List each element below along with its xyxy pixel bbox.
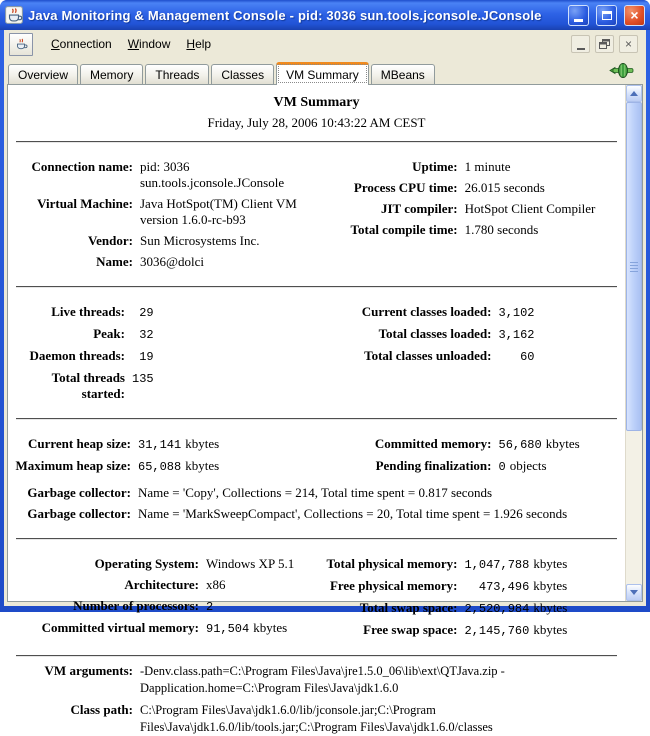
section-paths [14, 663, 619, 736]
field-free-physical-memory: Free physical memory: 473,496 kbytes [329, 578, 568, 594]
restore-icon [599, 39, 610, 50]
section-divider [16, 141, 617, 143]
minimize-button[interactable] [568, 5, 589, 26]
mdi-minimize-button[interactable] [571, 35, 590, 53]
window-body [4, 30, 646, 734]
section-memory [14, 426, 619, 480]
field-total-threads-started: Total threads started: 135 [51, 370, 154, 401]
section-divider [16, 418, 617, 420]
field-virtual-machine: Virtual Machine: Java HotSpot(TM) Client VM version 1.6.0-rc-b93 [37, 196, 297, 227]
field-free-swap-space: Free swap space: 2,145,760 kbytes [363, 622, 568, 638]
menu-help[interactable]: Help [186, 37, 212, 51]
java-cup-icon [14, 37, 28, 51]
field-jit-compiler: JIT compiler: HotSpot Client Compiler [380, 201, 596, 216]
tab-classes[interactable]: Classes [211, 64, 274, 84]
field-name: Name: 3036@dolci [96, 254, 204, 269]
field-connection-name: Connection name: pid: 3036 sun.tools.jconsole.JConsole [31, 159, 285, 190]
maximize-icon [602, 11, 612, 20]
scrollbar-grip-icon [630, 262, 638, 272]
java-cup-icon[interactable] [5, 6, 23, 24]
field-total-swap-space: Total swap space: 2,520,984 kbytes [359, 600, 568, 616]
field-total-classes-loaded: Total classes loaded: 3,162 [378, 326, 535, 342]
field-total-physical-memory: Total physical memory: 1,047,788 kbytes [326, 556, 568, 572]
page-title: VM Summary [273, 95, 360, 110]
section-threads-classes [14, 294, 619, 412]
section-connection [14, 149, 619, 280]
vm-summary-panel [7, 84, 643, 734]
mdi-window-controls [571, 35, 641, 53]
field-uptime: Uptime: 1 minute [412, 159, 511, 174]
tab-memory[interactable]: Memory [80, 64, 143, 84]
title-bar [0, 0, 650, 30]
section-os [14, 546, 619, 649]
field-garbage-collector-marksweep: Garbage collector: Name = 'MarkSweepCompact', Collections = 20, Total time spent = 1.926 seconds [27, 506, 568, 521]
scrollbar-thumb[interactable] [626, 102, 642, 431]
mdi-restore-button[interactable] [595, 35, 614, 53]
field-daemon-threads: Daemon threads: 19 [29, 348, 154, 364]
field-committed-virtual-memory: Committed virtual memory: 91,504 kbytes [41, 620, 288, 636]
field-total-compile-time: Total compile time: 1.780 seconds [350, 222, 539, 237]
tab-mbeans[interactable]: MBeans [371, 64, 435, 84]
field-current-heap-size: Current heap size: 31,141 kbytes [27, 436, 220, 452]
field-committed-memory: Committed memory: 56,680 kbytes [374, 436, 580, 452]
section-divider [16, 655, 617, 657]
vertical-scrollbar[interactable] [625, 85, 642, 601]
field-peak-threads: Peak: 32 [93, 326, 154, 342]
close-icon: × [624, 37, 632, 51]
field-number-of-processors: Number of processors: 2 [73, 598, 214, 614]
minimize-icon [577, 48, 585, 50]
section-divider [16, 538, 617, 540]
close-button[interactable] [624, 5, 645, 26]
field-architecture: Architecture: x86 [124, 577, 226, 592]
tab-vm-summary[interactable]: VM Summary [276, 62, 369, 85]
menu-bar [4, 30, 646, 58]
field-total-classes-unloaded: Total classes unloaded: 60 [364, 348, 535, 364]
tab-threads[interactable]: Threads [145, 64, 209, 84]
field-class-path: Class path: C:\Program Files\Java\jdk1.6.0/lib/jconsole.jar;C:\Program Files\Java\jdk1.6.0/lib/tools.jar;C:\Program Files\Java\jdk1.6.0/classes [70, 702, 493, 734]
field-garbage-collector-copy: Garbage collector: Name = 'Copy', Collections = 214, Total time spent = 0.817 seconds [27, 485, 493, 500]
minimize-icon [574, 19, 583, 22]
field-live-threads: Live threads: 29 [51, 304, 154, 320]
menu-connection[interactable]: Connection [51, 37, 112, 51]
vm-summary-document [8, 85, 625, 734]
field-operating-system: Operating System: Windows XP 5.1 [94, 556, 295, 571]
scroll-down-button[interactable] [626, 584, 642, 601]
maximize-button[interactable] [596, 5, 617, 26]
tab-bar [4, 58, 646, 84]
chevron-up-icon [630, 91, 638, 96]
window-title: Java Monitoring & Management Console - pid: 3036 sun.tools.jconsole.JConsole [28, 7, 542, 23]
menu-window[interactable]: Window [127, 37, 171, 51]
close-icon: × [630, 7, 639, 23]
scroll-up-button[interactable] [626, 85, 642, 102]
frame-java-cup-icon[interactable] [9, 33, 33, 56]
mdi-close-button[interactable] [619, 35, 638, 53]
snapshot-timestamp: Friday, July 28, 2006 10:43:22 AM CEST [207, 115, 426, 130]
field-vm-arguments: VM arguments: -Denv.class.path=C:\Program Files\Java\jre1.5.0_06\lib\ext\QTJava.zip -Dapplication.home=C:\Program Files\Java\jdk1.6.0 [44, 663, 505, 695]
field-vendor: Vendor: Sun Microsystems Inc. [87, 233, 260, 248]
tab-overview[interactable]: Overview [8, 64, 78, 84]
section-gc [14, 485, 619, 532]
field-process-cpu-time: Process CPU time: 26.015 seconds [353, 180, 545, 195]
chevron-down-icon [630, 590, 638, 595]
field-maximum-heap-size: Maximum heap size: 65,088 kbytes [15, 458, 220, 474]
field-pending-finalization: Pending finalization: 0 objects [375, 458, 547, 474]
connection-status-icon [610, 63, 636, 78]
section-divider [16, 286, 617, 288]
field-current-classes-loaded: Current classes loaded: 3,102 [361, 304, 535, 320]
